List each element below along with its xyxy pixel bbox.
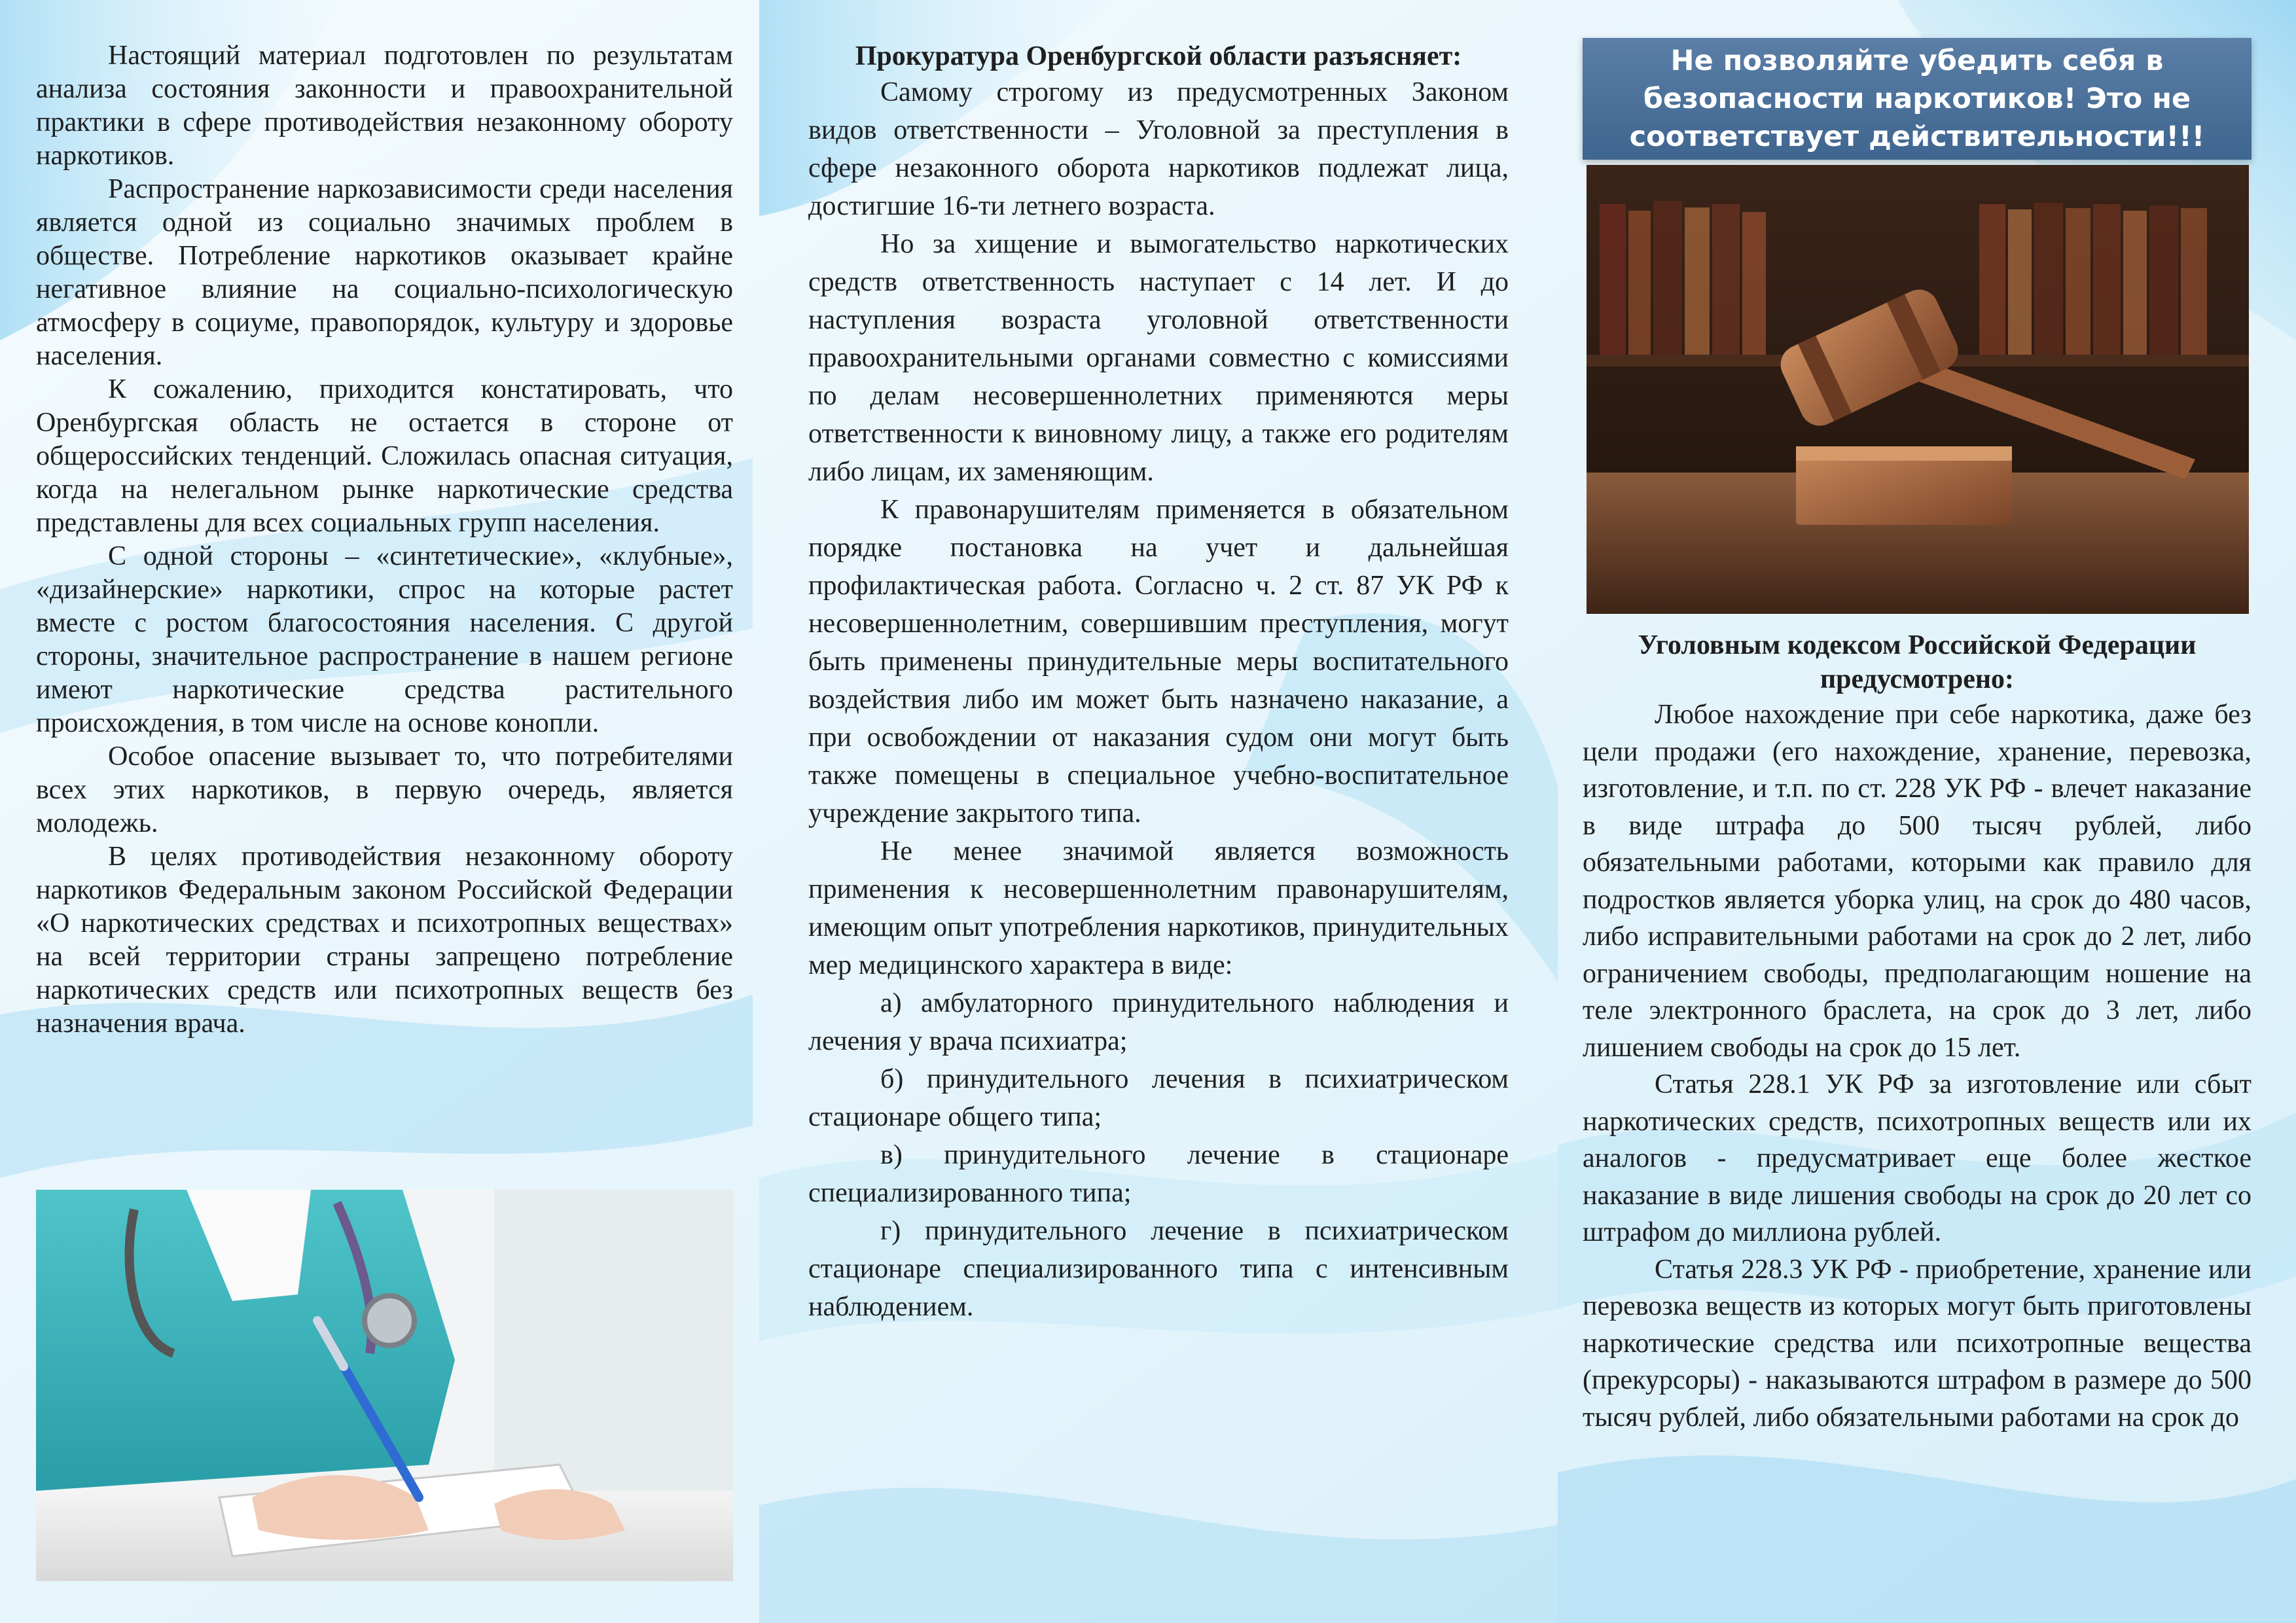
criminal-code-paragraph-1: Любое нахождение при себе наркотика, даже без цели продажи (его нахождение, хранение, перевозка, изготовление, и т.п. по ст. 228 УК РФ - влечет наказание в виде штрафа до 500 тысяч рублей, либо обязательными работами, которыми как правило для подростков является уборка улиц, на срок до 480 часов, либо исправительными работами на срок до 2 лет, либо ограничением свободы, предполагающим ношение на теле электронного браслета, на срок до 3 лет, либо лишением свободы на срок до 15 лет. <box>1583 700 2251 1063</box>
column-criminal-code <box>1583 628 2251 1436</box>
intro-paragraph-2: Распространение наркозависимости среди населения является одной из социально значимых проблем в обществе. Потребление наркотиков оказывает крайне негативное влияние на социально-психологическую атмосферу в социуме, правопорядок, культуру и здоровье населения. <box>36 174 733 371</box>
measure-item-c: в) принудительного лечение в стационаре специализированного типа; <box>808 1140 1509 1208</box>
warning-banner-text: Не позволяйте убедить себя в безопасности наркотиков! Это не соответствует действительности!!! <box>1629 45 2205 153</box>
doctor-writing-photo <box>36 1190 733 1581</box>
intro-paragraph-1: Настоящий материал подготовлен по результатам анализа состояния законности и правоохранительной практики в сфере противодействия незаконному обороту наркотиков. <box>36 41 733 171</box>
intro-paragraph-5: Особое опасение вызывает то, что потребителями всех этих наркотиков, в первую очередь, является молодежь. <box>36 741 733 838</box>
warning-banner <box>1583 38 2251 160</box>
prosecutor-paragraph-3: К правонарушителям применяется в обязательном порядке постановка на учет и дальнейшая профилактическая работа. Согласно ч. 2 ст. 87 УК РФ к несовершеннолетним, совершившим преступления, могут быть применены принудительные меры воспитательного воздействия либо им может быть назначено наказание, а при освобождении от наказания судом они могут быть также помещены в специальное учебно-воспитательное учреждение закрытого типа. <box>808 495 1509 829</box>
criminal-code-paragraph-2: Статья 228.1 УК РФ за изготовление или сбыт наркотических средств, психотропных веществ или их аналогов - предусматривает еще более жесткое наказание в виде лишения свободы на срок до 20 лет со штрафом до миллиона рублей. <box>1583 1069 2251 1247</box>
prosecutor-heading: Прокуратура Оренбургской области разъясняет: <box>855 41 1462 71</box>
criminal-code-paragraph-3: Статья 228.3 УК РФ - приобретение, хранение или перевозка веществ из которых могут быть приготовлены наркотические средства или психотропные вещества (прекурсоры) - наказываются штрафом в размере до 500 тысяч рублей, либо обязательными работами на срок до <box>1583 1254 2251 1433</box>
measure-item-d: г) принудительного лечение в психиатрическом стационаре специализированного типа с интенсивным наблюдением. <box>808 1216 1509 1322</box>
column-prosecutor <box>808 39 1509 1326</box>
intro-paragraph-4: С одной стороны – «синтетические», «клубные», «дизайнерские» наркотики, спрос на которые растет вместе с ростом благосостояния населения. С другой стороны, значительное распространение в нашем регионе имеют наркотические средства растительного происхождения, в том числе на основе конопли. <box>36 541 733 738</box>
criminal-code-heading: Уголовным кодексом Российской Федерации предусмотрено: <box>1638 630 2197 694</box>
prosecutor-paragraph-2: Но за хищение и вымогательство наркотических средств ответственность наступает с 14 лет. И до наступления возраста уголовной ответственности правоохранительными органами совместно с комиссиями по делам несовершеннолетних применяются меры ответственности к виновному лицу, а также его родителям либо лицам, их заменяющим. <box>808 229 1509 487</box>
measure-item-b: б) принудительного лечения в психиатрическом стационаре общего типа; <box>808 1064 1509 1132</box>
intro-paragraph-6: В целях противодействия незаконному обороту наркотиков Федеральным законом Российской Федерации «О наркотических средствах и психотропных веществах» на всей территории страны запрещено потребление наркотических средств или психотропных веществ без назначения врача. <box>36 842 733 1039</box>
prosecutor-paragraph-4: Не менее значимой является возможность применения к несовершеннолетним правонарушителям, имеющим опыт употребления наркотиков, принудительных мер медицинского характера в виде: <box>808 836 1509 980</box>
prosecutor-paragraph-1: Самому строгому из предусмотренных Законом видов ответственности – Уголовной за преступления в сфере незаконного оборота наркотиков подлежат лица, достигшие 16-ти летнего возраста. <box>808 77 1509 221</box>
intro-paragraph-3: К сожалению, приходится констатировать, что Оренбургская область не остается в стороне от общероссийских тенденций. Сложилась опасная ситуация, когда на нелегальном рынке наркотические средства представлены для всех социальных групп населения. <box>36 374 733 538</box>
measure-item-a: а) амбулаторного принудительного наблюдения и лечения у врача психиатра; <box>808 988 1509 1056</box>
column-intro <box>36 39 733 1041</box>
gavel-photo <box>1587 165 2249 614</box>
